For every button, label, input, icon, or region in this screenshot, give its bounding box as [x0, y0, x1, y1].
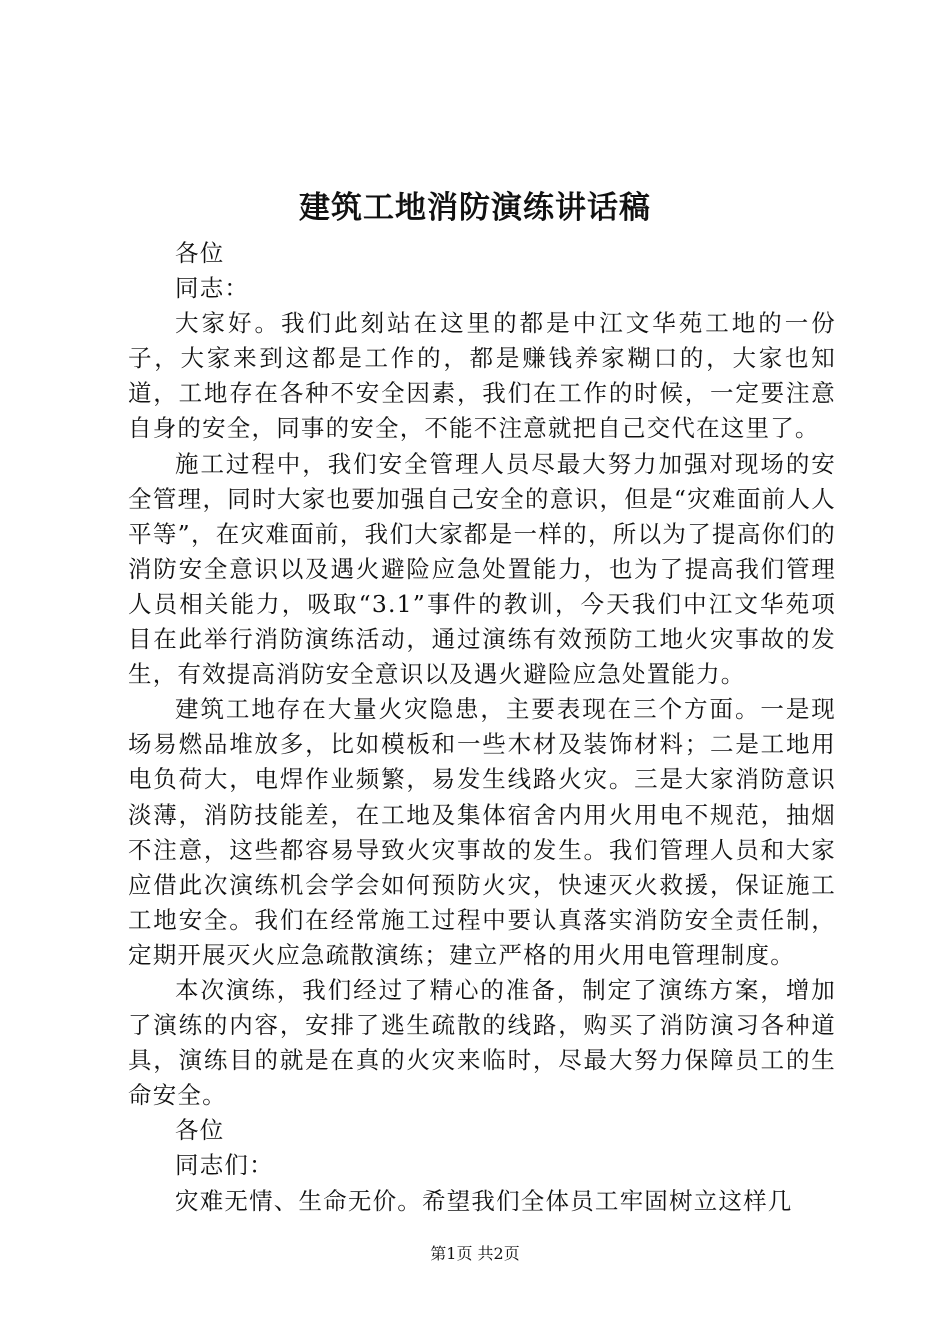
page-footer [0, 1243, 950, 1265]
salutation-line: 各位 [175, 1116, 225, 1145]
body-paragraph: 本次演练，我们经过了精心的准备，制定了演练方案，增加了演练的内容，安排了逃生疏散的线路，购买了消防演习各种道具，演练目的就是在真的火灾来临时，尽最大努力保障员工的生命安全。 [128, 975, 836, 1110]
body-paragraph: 大家好。我们此刻站在这里的都是中江文华苑工地的一份子，大家来到这都是工作的，都是赚钱养家糊口的，大家也知道，工地存在各种不安全因素，我们在工作的时候，一定要注意自身的安全，同事的安全，不能不注意就把自己交代在这里了。 [128, 309, 836, 443]
salutation-line: 同志： [175, 274, 250, 303]
document-body [128, 236, 836, 1219]
salutation-line: 各位 [175, 239, 225, 267]
salutation-line: 同志们： [175, 1151, 274, 1180]
body-paragraph: 施工过程中，我们安全管理人员尽最大努力加强对现场的安全管理，同时大家也要加强自己安全的意识，但是“灾难面前人人平等”，在灾难面前，我们大家都是一样的，所以为了提高你们的消防安全意识以及遇火避险应急处置能力，也为了提高我们管理人员相关能力，吸取“3.1”事件的教训，今天我们中江文华苑项目在此举行消防演练活动，通过演练有效预防工地火灾事故的发生，有效提高消防安全意识以及遇火避险应急处置能力。 [128, 449, 836, 689]
body-paragraph: 灾难无情、生命无价。希望我们全体员工牢固树立这样几 [175, 1186, 793, 1215]
page-indicator: 第1页 共2页 [430, 1244, 520, 1263]
body-paragraph: 建筑工地存在大量火灾隐患，主要表现在三个方面。一是现场易燃品堆放多，比如模板和一些木材及装饰材料；二是工地用电负荷大，电焊作业频繁，易发生线路火灾。三是大家消防意识淡薄，消防技能差，在工地及集体宿舍内用火用电不规范，抽烟不注意，这些都容易导致火灾事故的发生。我们管理人员和大家应借此次演练机会学会如何预防火灾，快速灭火救援，保证施工工地安全。我们在经常施工过程中要认真落实消防安全责任制，定期开展灭火应急疏散演练；建立严格的用火用电管理制度。 [128, 695, 836, 969]
document-title: 建筑工地消防演练讲话稿 [299, 190, 651, 226]
